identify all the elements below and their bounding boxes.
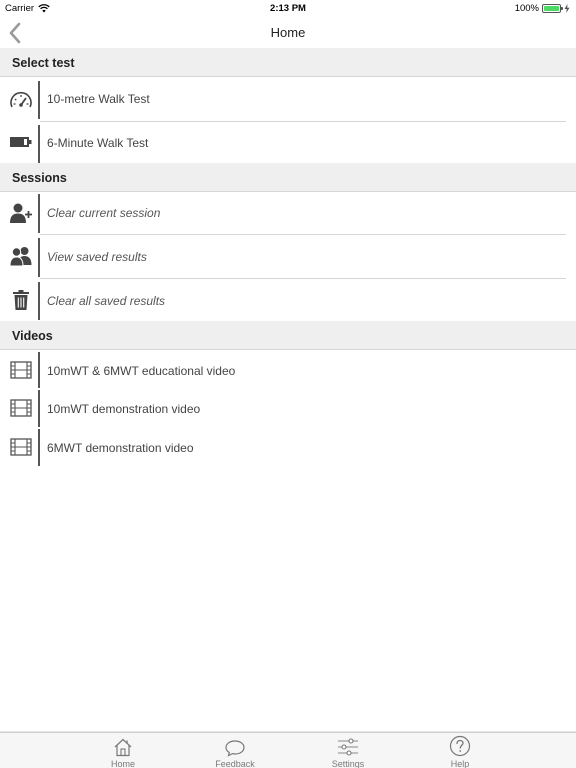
section-title: Select test <box>12 56 75 70</box>
row-accent-bar <box>38 390 40 427</box>
status-bar <box>0 0 576 18</box>
status-right <box>515 3 570 14</box>
list-item-label: 10-metre Walk Test <box>47 92 150 106</box>
film-icon <box>8 397 34 419</box>
row-accent-bar <box>38 282 40 320</box>
list-item-label: View saved results <box>47 250 147 264</box>
tab-label: Feedback <box>215 759 255 768</box>
section-header-sessions <box>0 163 576 192</box>
list-item-10mwt-demonstration-video[interactable] <box>0 389 576 428</box>
tab-label: Home <box>110 759 135 768</box>
row-accent-bar <box>38 352 40 388</box>
users-icon <box>8 244 34 268</box>
trash-icon <box>8 288 34 312</box>
list-item-educational-video[interactable] <box>0 350 576 389</box>
sliders-icon <box>313 735 383 757</box>
list-item-label: 6-Minute Walk Test <box>47 136 149 150</box>
add-user-icon <box>8 201 34 225</box>
section-header-videos <box>0 321 576 350</box>
question-icon <box>425 735 495 757</box>
list-item-label: 10mWT & 6MWT educational video <box>47 364 236 378</box>
tab-settings[interactable] <box>313 735 383 768</box>
list-item-6-minute-walk-test[interactable] <box>0 122 576 163</box>
section-header-select-test <box>0 48 576 77</box>
tab-label: Settings <box>331 759 365 768</box>
list-item-label: 6MWT demonstration video <box>47 441 194 455</box>
battery-indicator-icon <box>542 4 561 13</box>
list-item-clear-all-saved-results[interactable] <box>0 279 576 321</box>
status-time: 2:13 PM <box>270 3 306 14</box>
row-accent-bar <box>38 238 40 277</box>
home-icon <box>88 735 158 757</box>
navigation-bar <box>0 18 576 48</box>
battery-icon <box>8 131 34 153</box>
list-item-label: Clear current session <box>47 206 161 220</box>
carrier-label: Carrier <box>5 3 35 14</box>
charging-bolt-icon <box>564 4 570 13</box>
row-accent-bar <box>38 194 40 233</box>
film-icon <box>8 436 34 458</box>
list-item-view-saved-results[interactable] <box>0 235 576 279</box>
page-title: Home <box>270 25 306 40</box>
speech-bubble-icon <box>200 735 270 757</box>
row-accent-bar <box>38 81 40 119</box>
list-item-label: 10mWT demonstration video <box>47 402 201 416</box>
section-title: Videos <box>12 329 53 343</box>
list-item-6mwt-demonstration-video[interactable] <box>0 428 576 467</box>
list-item-clear-current-session[interactable] <box>0 192 576 235</box>
list-item-label: Clear all saved results <box>47 294 166 308</box>
list-item-10-metre-walk-test[interactable] <box>0 78 576 122</box>
speedometer-icon <box>8 88 34 112</box>
row-accent-bar <box>38 429 40 466</box>
section-title: Sessions <box>12 171 67 185</box>
tab-feedback[interactable] <box>200 735 270 768</box>
film-icon <box>8 359 34 381</box>
tab-label: Help <box>450 759 470 768</box>
tab-home[interactable] <box>88 735 158 768</box>
tab-bar <box>0 732 576 768</box>
tab-help[interactable] <box>425 735 495 768</box>
row-accent-bar <box>38 125 40 163</box>
battery-percent: 100% <box>514 3 539 14</box>
